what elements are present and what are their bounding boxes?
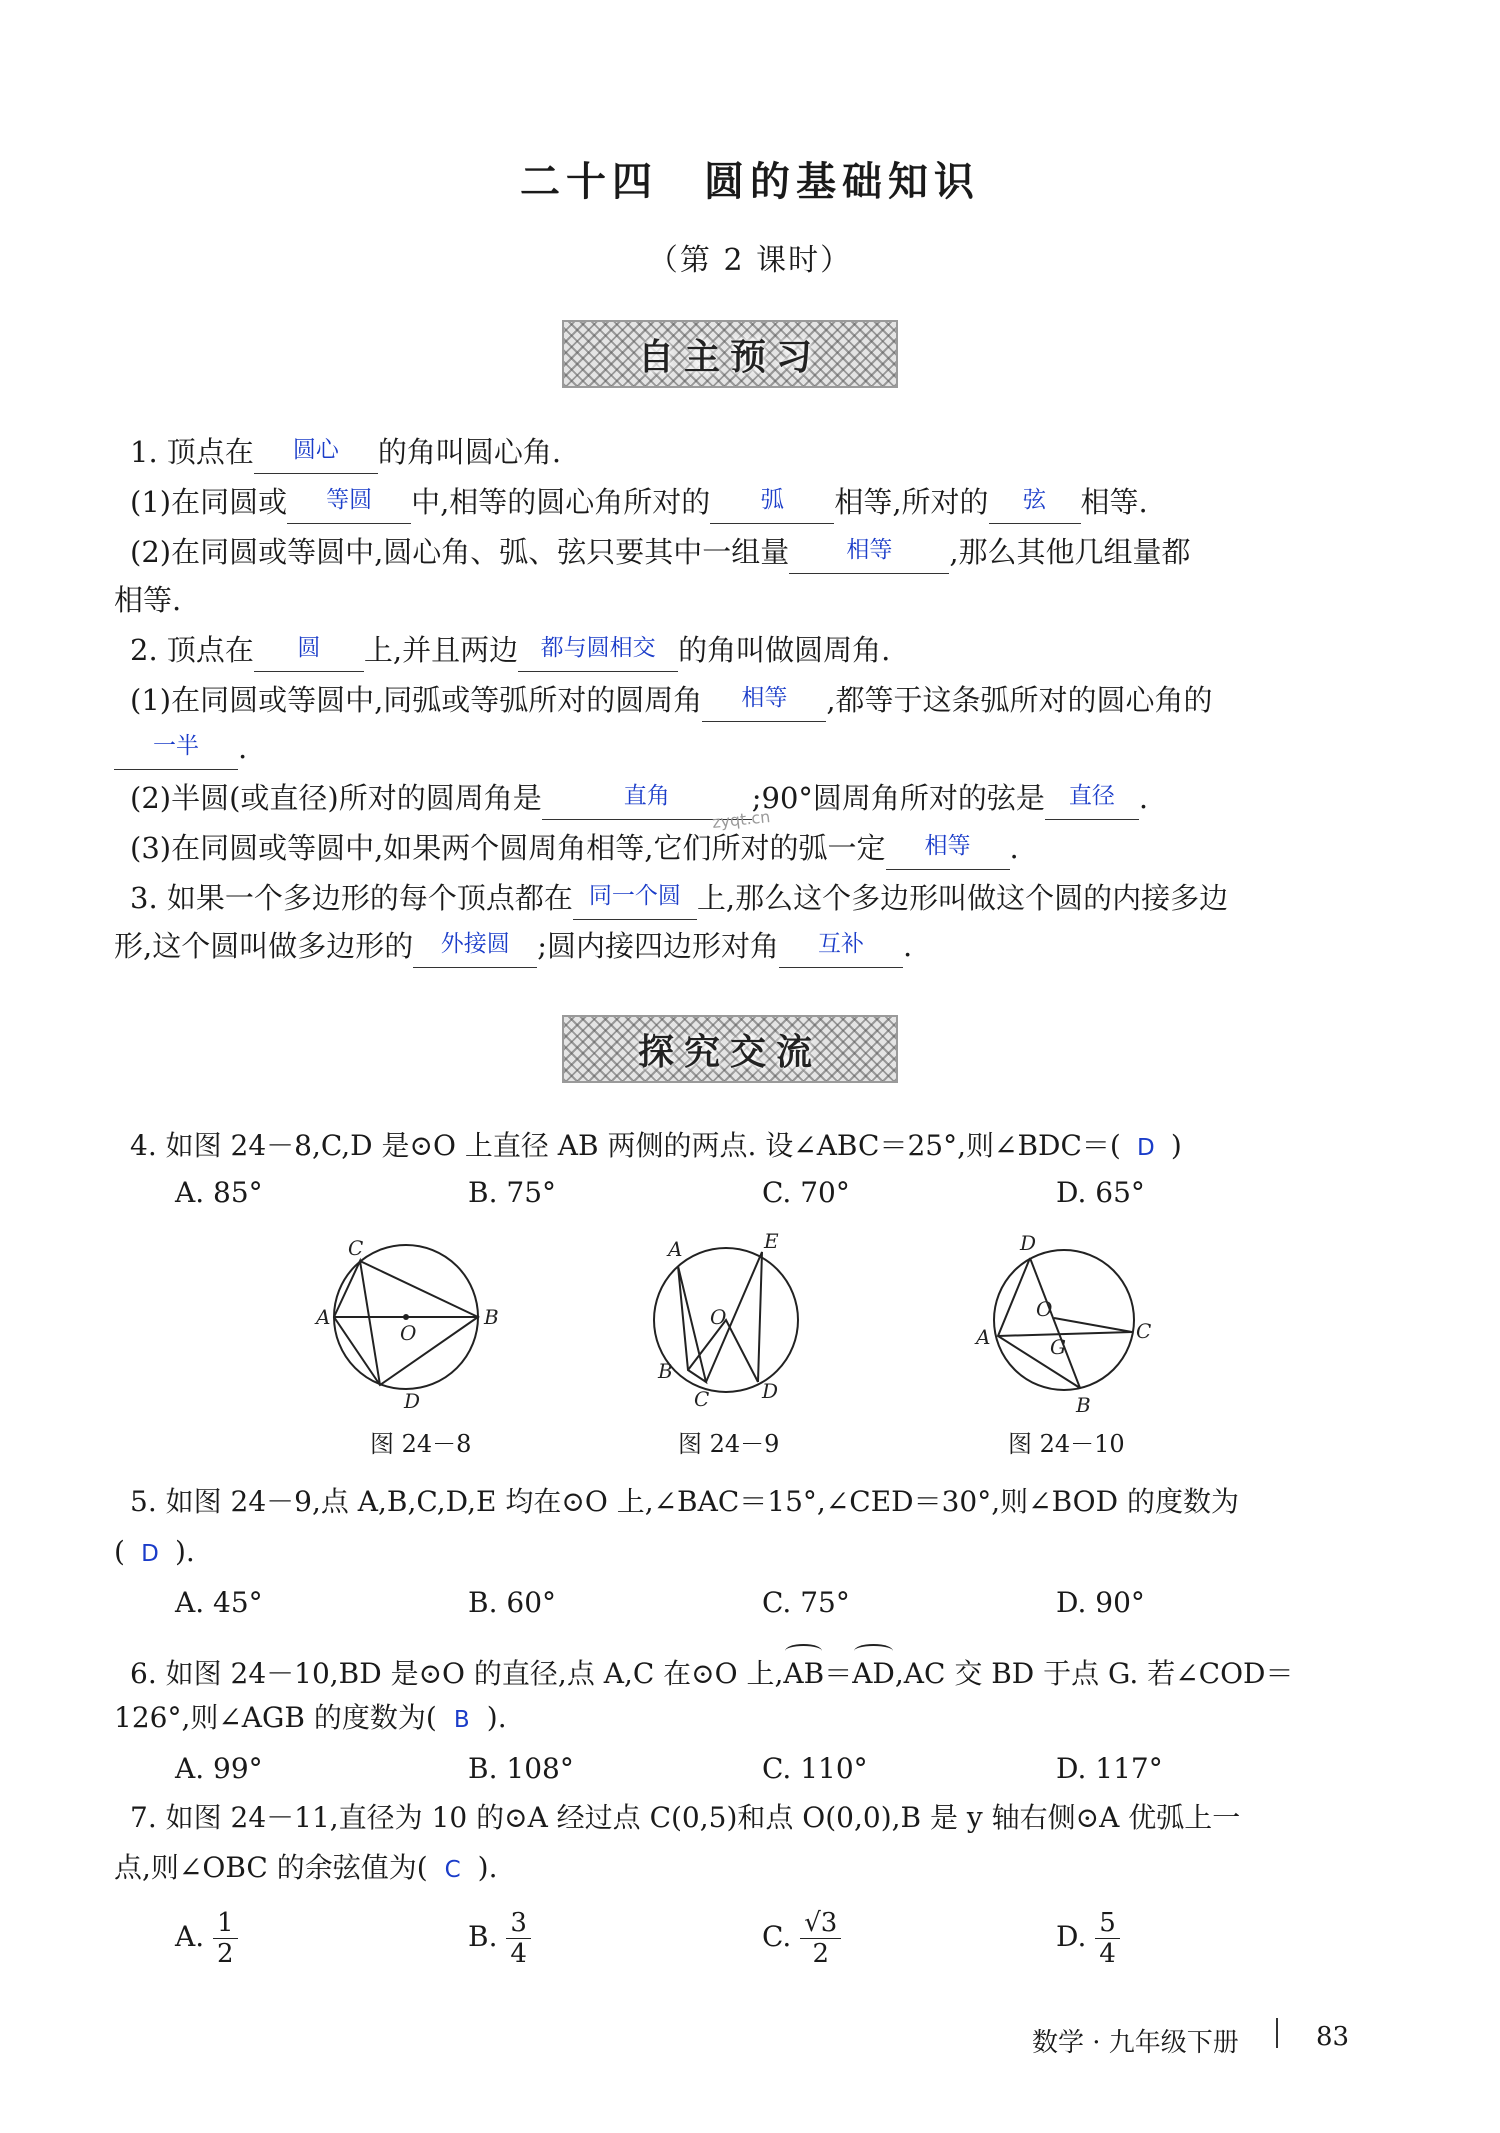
label-o: O <box>710 1305 727 1329</box>
q1-1-text: (1)在同圆或 <box>130 485 288 519</box>
label-o: O <box>1036 1297 1053 1321</box>
section-title-preview: 自主预习 <box>637 336 822 378</box>
q1-2-line <box>130 530 1191 574</box>
lesson-subtitle: （第 2 课时） <box>647 243 853 278</box>
q2-text-c: 的角叫做圆周角. <box>678 633 891 667</box>
q6-close: ). <box>486 1701 507 1734</box>
q3-line-2 <box>114 924 912 968</box>
q6-option-a: A. 99° <box>175 1752 263 1785</box>
q7-line: 7. 如图 24－11,直径为 10 的⊙A 经过点 C(0,5)和点 O(0,0),B 是 y 轴右侧⊙A 优弧上一 <box>130 1801 1241 1834</box>
q6-line2-text: 126°,则∠AGB 的度数为( <box>114 1701 437 1734</box>
q4-option-c: C. 70° <box>762 1176 850 1209</box>
q7-option-b-label: B. <box>468 1920 498 1953</box>
arc-mark <box>854 1644 893 1658</box>
q1-2-cont: 相等. <box>114 583 182 617</box>
q3-text-d: ;圆内接四边形对角 <box>537 929 779 963</box>
q1-2-blank <box>789 533 949 574</box>
q5-line-2 <box>114 1530 195 1576</box>
q2-answer-b: 都与圆相交 <box>540 635 656 661</box>
footer-divider <box>1276 2018 1278 2048</box>
q4-option-a: A. 85° <box>175 1176 263 1209</box>
q2-2-text-c: . <box>1138 781 1149 815</box>
q5-option-b: B. 60° <box>468 1586 557 1619</box>
q4-line <box>130 1124 1182 1170</box>
q2-1-answer-a: 相等 <box>741 685 788 711</box>
numerator: 3 <box>506 1908 531 1939</box>
q2-blank-a <box>254 631 364 672</box>
q1-1-blank-b <box>710 483 834 524</box>
q2-2-text: (2)半圆(或直径)所对的圆周角是 <box>130 781 542 815</box>
label-o: O <box>400 1321 417 1345</box>
denominator: 4 <box>510 1939 527 1969</box>
q3-blank-b <box>413 927 537 968</box>
fraction <box>213 1908 238 1969</box>
q4-option-d: D. 65° <box>1056 1176 1145 1209</box>
q6-equals: ＝ <box>824 1657 853 1690</box>
arc-mark <box>785 1644 822 1658</box>
q7-option-a-label: A. <box>175 1920 205 1953</box>
q6-rest: ,AC 交 BD 于点 G. 若∠COD＝ <box>894 1657 1294 1690</box>
numerator: 5 <box>1095 1908 1120 1939</box>
denominator: 4 <box>1099 1939 1116 1969</box>
q7-close: ). <box>477 1851 498 1884</box>
q1-answer: 圆心 <box>292 437 339 463</box>
q7-option-c <box>762 1908 841 1969</box>
q4-answer: D <box>1136 1135 1155 1161</box>
section-title-explore: 探究交流 <box>637 1031 822 1073</box>
label-d: D <box>1020 1232 1037 1255</box>
radius-oc <box>1054 1318 1132 1332</box>
q2-2-answer-b: 直径 <box>1068 783 1115 809</box>
q7-option-b <box>468 1908 531 1969</box>
section-banner-preview <box>562 320 898 388</box>
q6-arc-ab-text: AB <box>783 1657 825 1690</box>
q5-open: ( <box>114 1535 125 1568</box>
q5-option-d: D. 90° <box>1056 1586 1145 1619</box>
q1-1-text-b: 中,相等的圆心角所对的 <box>411 485 711 519</box>
label-a: A <box>976 1325 991 1349</box>
figure-24-8 <box>310 1232 510 1418</box>
q2-text-b: 上,并且两边 <box>363 633 519 667</box>
q6-option-c: C. 110° <box>762 1752 868 1785</box>
q1-1-line <box>130 480 1148 524</box>
chords-da-ab <box>998 1258 1080 1388</box>
label-c: C <box>694 1387 710 1411</box>
q7-answer: C <box>444 1857 461 1883</box>
q4-stem: 4. 如图 24－8,C,D 是⊙O 上直径 AB 两侧的两点. 设∠ABC＝25°,则∠BDC＝( <box>130 1129 1121 1162</box>
q3-text-b: 上,那么这个多边形叫做这个圆的内接多边 <box>696 881 1229 915</box>
q6-arc-ad-text: AD <box>852 1657 895 1690</box>
q3-text-c: 形,这个圆叫做多边形的 <box>114 929 414 963</box>
q6-line-2 <box>114 1696 507 1742</box>
page-title: 二十四 圆的基础知识 <box>520 159 980 205</box>
q2-1-blank-a <box>702 681 826 722</box>
q7-option-a <box>175 1908 238 1969</box>
q6-answer: B <box>453 1707 470 1733</box>
diameter-bd <box>1030 1258 1080 1388</box>
q2-blank-b <box>518 631 678 672</box>
q7-option-d-label: D. <box>1056 1920 1087 1953</box>
q3-blank-c <box>779 927 903 968</box>
q4-option-b: B. 75° <box>468 1176 557 1209</box>
q7-option-d <box>1056 1908 1120 1969</box>
q1-1-answer-a: 等圆 <box>326 487 373 513</box>
q5-option-a: A. 45° <box>175 1586 263 1619</box>
q3-text: 3. 如果一个多边形的每个顶点都在 <box>130 881 573 915</box>
q2-1-text-b: ,都等于这条弧所对的圆心角的 <box>826 683 1213 717</box>
q5-close: ). <box>174 1535 195 1568</box>
q2-3-text-b: . <box>1009 831 1019 865</box>
numerator: 1 <box>213 1908 238 1939</box>
q2-1-line <box>130 678 1213 722</box>
q5-option-c: C. 75° <box>762 1586 850 1619</box>
label-b: B <box>658 1359 673 1383</box>
q2-answer-a: 圆 <box>297 635 321 661</box>
q2-2-answer-a: 直角 <box>623 783 670 809</box>
q2-3-line <box>130 826 1019 870</box>
q2-3-blank <box>886 829 1010 870</box>
center-o <box>403 1314 409 1320</box>
q6-stem: 6. 如图 24－10,BD 是⊙O 的直径,点 A,C 在⊙O 上, <box>130 1657 784 1690</box>
caption-24-9: 图 24－9 <box>678 1430 780 1458</box>
q2-1-answer-b: 一半 <box>153 733 199 759</box>
q1-2-answer: 相等 <box>846 537 893 563</box>
q2-3-text: (3)在同圆或等圆中,如果两个圆周角相等,它们所对的弧一定 <box>130 831 886 865</box>
caption-24-10: 图 24－10 <box>1008 1430 1125 1458</box>
q1-1-text-d: 相等. <box>1080 485 1148 519</box>
q6-line <box>130 1646 1294 1696</box>
q1-2-text: (2)在同圆或等圆中,圆心角、弧、弦只要其中一组量 <box>130 535 790 569</box>
caption-24-8: 图 24－8 <box>370 1430 472 1458</box>
q1-text-end: 的角叫圆心角. <box>377 435 562 469</box>
footer-book-title: 数学 · 九年级下册 <box>1032 2028 1239 2058</box>
denominator: 2 <box>812 1939 830 1969</box>
fraction <box>506 1908 531 1969</box>
label-c: C <box>348 1236 364 1260</box>
q1-2-text-b: ,那么其他几组量都 <box>949 535 1191 569</box>
q5-line: 5. 如图 24－9,点 A,B,C,D,E 均在⊙O 上,∠BAC＝15°,∠CED＝30°,则∠BOD 的度数为 <box>130 1485 1239 1518</box>
q2-2-text-b: ;90°圆周角所对的弦是 <box>751 781 1045 815</box>
label-a: A <box>316 1305 331 1329</box>
footer-page-number: 83 <box>1316 2022 1350 2052</box>
label-b: B <box>1076 1393 1091 1417</box>
q2-2-blank-b <box>1045 779 1139 820</box>
q1-1-blank-a <box>287 483 411 524</box>
figure-24-9 <box>638 1232 818 1418</box>
fraction <box>1095 1908 1120 1969</box>
q3-line <box>130 876 1228 920</box>
figure-24-10 <box>970 1232 1160 1418</box>
q1-text: 1. 顶点在 <box>130 435 254 469</box>
q2-2-line <box>130 776 1148 820</box>
q2-1-text: (1)在同圆或等圆中,同弧或等弧所对的圆周角 <box>130 683 703 717</box>
q6-option-d: D. 117° <box>1056 1752 1163 1785</box>
q1-line <box>130 430 561 474</box>
q2-text: 2. 顶点在 <box>130 633 254 667</box>
q3-answer-a: 同一个圆 <box>588 883 681 909</box>
q2-line <box>130 628 890 672</box>
label-c: C <box>1136 1319 1152 1343</box>
q3-blank-a <box>573 879 697 920</box>
q7-line2-text: 点,则∠OBC 的余弦值为( <box>114 1851 428 1884</box>
q6-arc-ad <box>852 1646 895 1696</box>
q1-1-text-c: 相等,所对的 <box>834 485 989 519</box>
label-a: A <box>668 1237 683 1261</box>
q1-1-answer-b: 弧 <box>760 487 784 513</box>
label-d: D <box>404 1389 421 1413</box>
q7-option-c-label: C. <box>762 1920 792 1953</box>
q3-answer-c: 互补 <box>818 931 864 957</box>
q1-1-answer-c: 弦 <box>1023 487 1047 513</box>
q5-answer: D <box>141 1541 159 1567</box>
q2-1-blank-b <box>114 729 238 770</box>
numerator: √3 <box>800 1908 841 1939</box>
q3-answer-b: 外接圆 <box>440 931 510 957</box>
q6-arc-ab <box>783 1646 824 1696</box>
q4-close: ) <box>1170 1129 1182 1162</box>
q7-line-2 <box>114 1846 498 1892</box>
q2-1-cont <box>114 726 247 770</box>
fraction <box>800 1908 841 1969</box>
label-b: B <box>484 1305 499 1329</box>
label-d: D <box>762 1379 779 1403</box>
q1-blank <box>254 433 378 474</box>
q2-1-text-c: . <box>238 731 248 765</box>
q2-3-answer: 相等 <box>924 833 971 859</box>
q1-1-blank-c <box>989 483 1081 524</box>
watermark: zyqt.cn <box>711 807 772 832</box>
denominator: 2 <box>217 1939 234 1969</box>
label-e: E <box>764 1232 779 1253</box>
section-banner-explore <box>562 1015 898 1083</box>
label-g: G <box>1050 1335 1066 1359</box>
q6-option-b: B. 108° <box>468 1752 574 1785</box>
q3-text-e: . <box>903 929 913 963</box>
